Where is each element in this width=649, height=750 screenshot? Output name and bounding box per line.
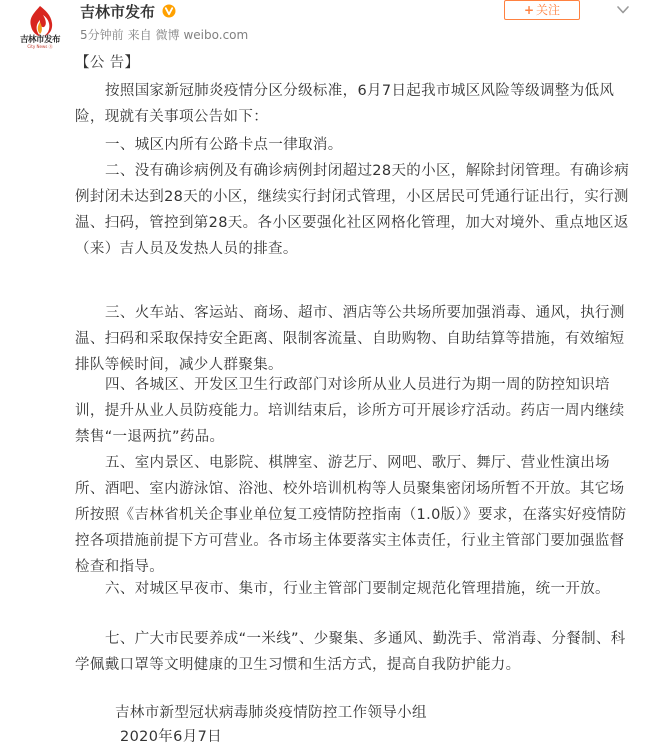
follow-button[interactable] [504,0,580,20]
post-paragraph: 一、城区内所有公路卡点一律取消。 [105,137,343,153]
post-source[interactable]: 微博 weibo.com [155,28,249,42]
notice-title: 【公 告】 [75,55,140,71]
post-paragraph: 五、室内景区、电影院、棋牌室、游艺厅、网吧、歌厅、舞厅、营业性演出场所、酒吧、室内游泳馆、浴池、校外培训机构等人员聚集密闭场所暂不开放。其它场所按照《吉林省机关企事业单位复工疫情防控指南（1.0版）》要求，在落实好疫情防控各项措施前提下方可营业。各市场主体要落实主体责任，行业主管部门要加强监督检查和指导。 [75,455,627,575]
post-paragraph: 按照国家新冠肺炎疫情分区分级标准，6月7日起我市城区风险等级调整为低风险，现就有关事项公告如下： [75,83,615,125]
flame-logo-icon [9,4,71,38]
chevron-down-icon [616,4,630,16]
follow-label: 关注 [536,3,561,17]
post-date: 2020年6月7日 [120,729,223,745]
logo-subtext: City News Ⓡ [27,44,53,49]
source-prefix: 来自 [127,28,152,42]
account-name[interactable]: 吉林市发布 [80,3,156,21]
more-menu-button[interactable] [616,4,630,16]
avatar[interactable] [9,4,71,50]
post-paragraph: 六、对城区早夜市、集市，行业主管部门要制定规范化管理措施，统一开放。 [105,581,610,597]
plus-icon: + [523,3,535,17]
post-paragraph: 四、各城区、开发区卫生行政部门对诊所从业人员进行为期一周的防控知识培训，提升从业人员防疫能力。培训结束后，诊所方可开展诊疗活动。药店一周内继续禁售“一退两抗”药品。 [75,377,625,445]
post-header [0,0,649,50]
post-paragraph: 三、火车站、客运站、商场、超市、酒店等公共场所要加强消毒、通风，执行测温、扫码和采取保持安全距离、限制客流量、自助购物、自助结算等措施，有效缩短排队等候时间，减少人群聚集。 [75,305,625,373]
verified-v-icon [162,4,176,18]
post-paragraph: 七、广大市民要养成“一米线”、少聚集、多通风、勤洗手、常消毒、分餐制、科学佩戴口罩等文明健康的卫生习惯和生活方式，提高自我防护能力。 [75,631,626,673]
post-time[interactable]: 5分钟前 [80,28,124,42]
post-paragraph: 二、没有确诊病例及有确诊病例封闭超过28天的小区，解除封闭管理。有确诊病例封闭未达到28天的小区，继续实行封闭式管理，小区居民可凭通行证出行，实行测温、扫码，管控到第28天。各小区要强化社区网格化管理，加大对境外、重点地区返（来）吉人员及发热人员的排查。 [75,163,630,257]
logo-text: 吉林市发布 [19,35,60,45]
post-meta [80,27,252,43]
signature: 吉林市新型冠状病毒肺炎疫情防控工作领导小组 [115,705,427,721]
